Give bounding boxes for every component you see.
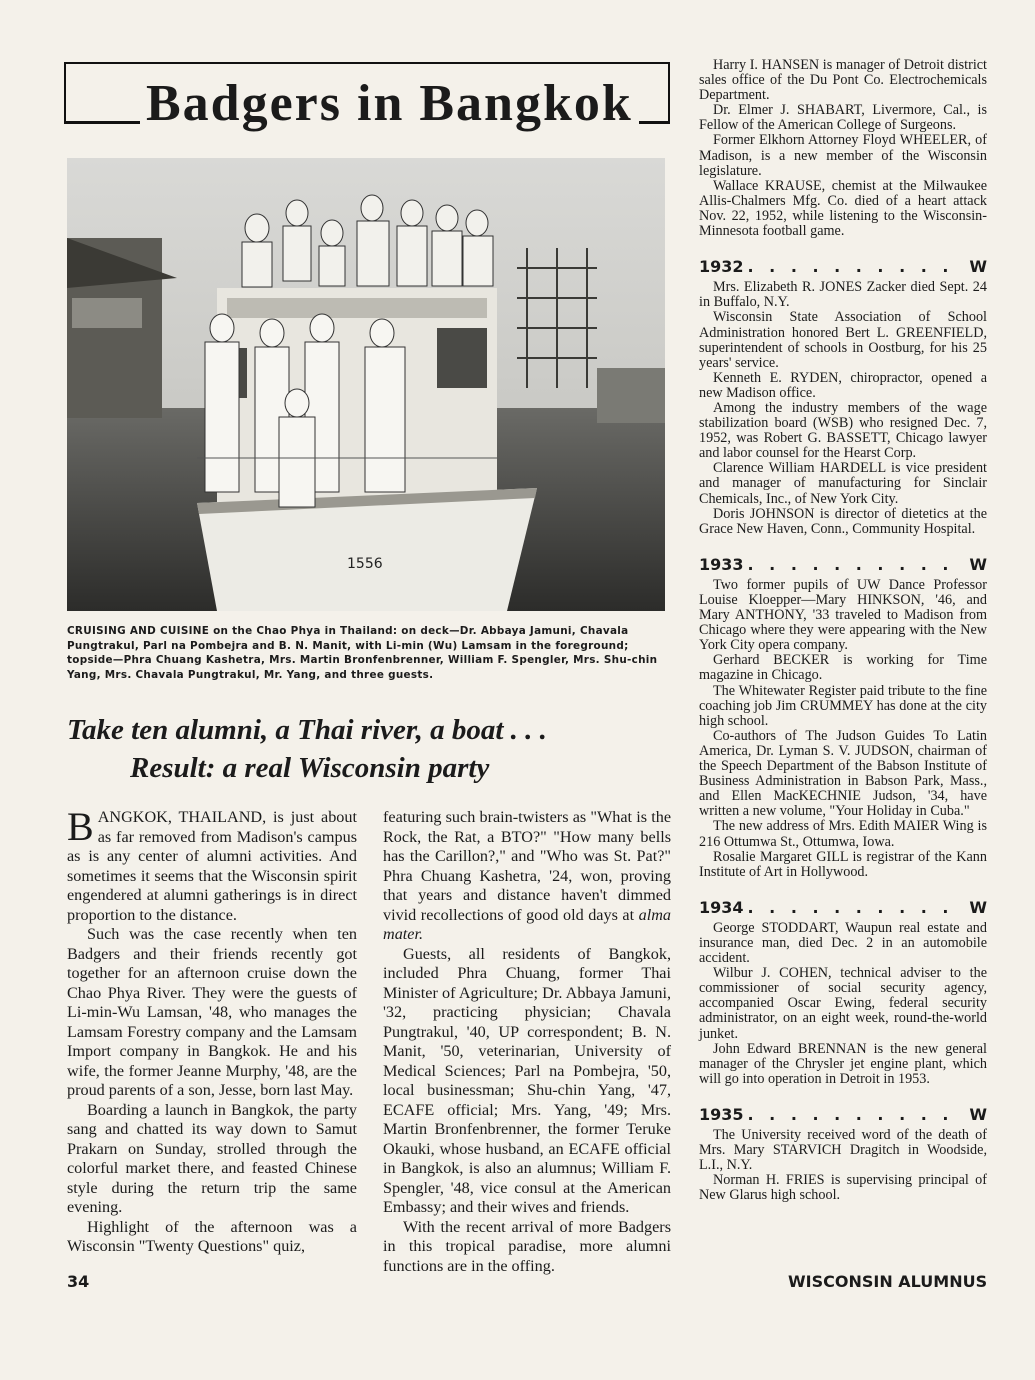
note-item: The new address of Mrs. Edith MAIER Wing is 216 Ottumwa St., Ottumwa, Iowa. <box>699 818 987 850</box>
note-item: Gerhard BECKER is working for Time magazine in Chicago. <box>699 652 987 684</box>
note-item: Clarence William HARDELL is vice president and manager of manufacturing for Sinclair Chemicals, Inc., of New York City. <box>699 460 987 507</box>
article-paragraph: Such was the case recently when ten Badgers and their friends recently got together for an afternoon cruise down the Chao Phya River. They were the guests of Li-min-Wu Lamsan, '48, who manages the Lamsam Forestry company and the Lamsam Import company in Bangkok. He and his wife, the former Jeanne Murphy, '48, are the proud parents of a son, Jesse, born last May. <box>67 925 357 1099</box>
note-item: Harry I. HANSEN is manager of Detroit district sales office of the Du Pont Co. Electrochemicals Department. <box>699 57 987 104</box>
page-title: Badgers in Bangkok <box>140 74 639 133</box>
year-heading-1935: 1935 . . . . . . . . . . W <box>699 1104 987 1124</box>
class-notes-column <box>699 58 987 1203</box>
note-item: Norman H. FRIES is supervising principal of New Glarus high school. <box>699 1172 987 1204</box>
article-column-2 <box>383 808 671 1276</box>
article-paragraph: Guests, all residents of Bangkok, included Phra Chuang, former Thai Minister of Agriculture; Dr. Abbaya Jamuni, '32, practicing physician; Chavala Pungtrakul, '40, UP correspondent; B. N. Manit, '50, veterinarian, University of Medical Sciences; Parl na Pombejra, '50, local businessman; Shu-chin Yang, '47, ECAFE official; Mrs. Yang, '49; Mrs. Martin Bronfenbrenner, the former Teruke Okauki, whose husband, an ECAFE official in Bangkok, is also an alumnus; William F. Spengler, '48, vice consul at the American Embassy; and their wives and friends. <box>383 944 671 1216</box>
note-item: Kenneth E. RYDEN, chiropractor, opened a new Madison office. <box>699 369 987 401</box>
year-heading-1934: 1934 . . . . . . . . . . W <box>699 897 987 917</box>
note-item: Two former pupils of UW Dance Professor Louise Kloepper—Mary HINKSON, '46, and Mary ANTHONY, '33 traveled to Madison from Chicago where they were appearing with the New York City opera company. <box>699 576 987 654</box>
year-heading-1933: 1933 . . . . . . . . . . W <box>699 554 987 574</box>
note-item: Dr. Elmer J. SHABART, Livermore, Cal., is Fellow of the American College of Surgeons. <box>699 102 987 134</box>
note-item: The Whitewater Register paid tribute to the fine coaching job Jim CRUMMEY has done at the city high school. <box>699 682 987 729</box>
photo-caption: CRUISING AND CUISINE on the Chao Phya in Thailand: on deck—Dr. Abbaya Jamuni, Chavala Pungtrakul, Parl na Pombejra and B. N. Manit, with Li-min (Wu) Lamsam in the foreground; topside—Phra Chuang Kashetra, Mrs. Martin Bronfenbrenner, William F. Spengler, Mrs. Shu-chin Yang, Mrs. Chavala Pungtrakul, Mr. Yang, and three guests. <box>67 625 658 681</box>
article-paragraph: BANGKOK, THAILAND, is just about as far removed from Madison's campus as is any center of alumni activities. And sometimes it seems that the Wisconsin spirit engendered at alumni gatherings is in direct proportion to the distance. <box>67 804 357 924</box>
note-item: The University received word of the death of Mrs. Mary STARVICH Dragitch in Woodside, L.I., N.Y. <box>699 1127 987 1174</box>
note-item: George STODDART, Waupun real estate and insurance man, died Dec. 2 in an automobile accident. <box>699 919 987 967</box>
note-item: Former Elkhorn Attorney Floyd WHEELER, of Madison, is a new member of the Wisconsin legislature. <box>699 132 987 179</box>
note-item: Among the industry members of the wage stabilization board (WSB) who resigned Dec. 7, 1952, was Robert G. BASSETT, Chicago lawyer and labor counsel for the Hearst Corp. <box>699 399 987 462</box>
drop-cap: B <box>67 804 94 849</box>
note-item: Doris JOHNSON is director of dietetics at the Grace New Haven, Conn., Community Hospital. <box>699 505 987 537</box>
article-paragraph: Boarding a launch in Bangkok, the party sang and chatted its way down to Samut Prakarn on Sunday, strolled through the colorful market there, and feasted Chinese style during the return trip the same evening. <box>67 1100 357 1216</box>
publication-name: WISCONSIN ALUMNUS <box>788 1272 988 1291</box>
hull-number: 1556 <box>347 556 383 572</box>
subhead-line-2: Result: a real Wisconsin party <box>130 752 490 784</box>
boat-photo <box>67 158 665 611</box>
note-item: Co-authors of The Judson Guides To Latin America, Dr. Lyman S. V. JUDSON, chairman of the Speech Department of the Babson Institute of Business Administration in Babson Park, Mass., and Ellen MacKECHNIE Judson, '34, have written a new volume, "Your Holiday in Cuba." <box>699 727 987 820</box>
photo-illustration <box>67 158 665 611</box>
note-item: Wallace KRAUSE, chemist at the Milwaukee Allis-Chalmers Mfg. Co. died of a heart attack Nov. 22, 1952, while listening to the Wisconsin-Minnesota football game. <box>699 177 987 240</box>
note-item: Wilbur J. COHEN, technical adviser to the commissioner of social security agency, accompanied Oscar Ewing, federal security administrator, on an eight week, round-the-world junket. <box>699 965 987 1042</box>
article-paragraph: With the recent arrival of more Badgers in this tropical paradise, more alumni functions are in the offing. <box>383 1217 671 1275</box>
note-item: John Edward BRENNAN is the new general manager of the Chrysler jet engine plant, which will go into operation in Detroit in 1953. <box>699 1040 987 1087</box>
page-number: 34 <box>67 1272 90 1291</box>
people-on-deck <box>205 314 405 507</box>
article-column-1 <box>67 804 357 1257</box>
note-item: Mrs. Elizabeth R. JONES Zacker died Sept. 24 in Buffalo, N.Y. <box>699 279 987 311</box>
article-paragraph: featuring such brain-twisters as "What is the Rock, the Rat, a BTO?" "How many bells has the Carillon?," and "Who was St. Pat?" Phra Chuang Kashetra, '24, won, proving that years and distance haven't dimmed vivid recollections of good old days at alma mater. <box>383 808 671 943</box>
note-item: Wisconsin State Association of School Administration honored Bert L. GREENFIELD, superintendent of schools in Oostburg, for his 25 years' service. <box>699 309 987 371</box>
article-paragraph: Highlight of the afternoon was a Wisconsin "Twenty Questions" quiz, <box>67 1217 357 1255</box>
note-item: Rosalie Margaret GILL is registrar of the Kann Institute of Art in Hollywood. <box>699 848 987 880</box>
subhead-line-1: Take ten alumni, a Thai river, a boat . . . <box>67 714 547 746</box>
year-heading-1932: 1932 . . . . . . . . . . W <box>699 257 987 277</box>
